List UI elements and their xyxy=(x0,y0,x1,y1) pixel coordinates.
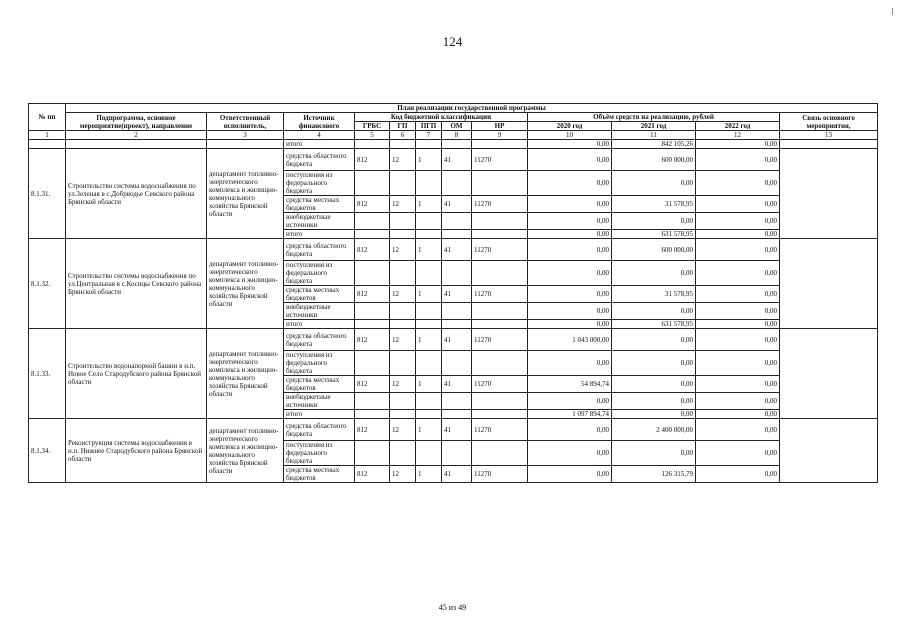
colnum: 9 xyxy=(472,131,528,140)
link-cell xyxy=(780,149,878,239)
value-2022: 0,00 xyxy=(696,329,780,351)
code-pgp xyxy=(416,351,442,376)
value-2020: 0,00 xyxy=(528,230,612,239)
code-grbs xyxy=(355,261,390,286)
value-2021: 0,00 xyxy=(612,171,696,196)
code-gp xyxy=(390,171,416,196)
header-np: НР xyxy=(472,122,528,131)
code-pgp: 1 xyxy=(416,196,442,213)
header-kbk: Код бюджетной классификации xyxy=(355,113,528,122)
total-label: итого xyxy=(284,140,355,149)
funding-source: средства областного бюджета xyxy=(284,239,355,261)
code-grbs: 812 xyxy=(355,419,390,441)
code-np: 11270 xyxy=(472,329,528,351)
code-pgp: 1 xyxy=(416,376,442,393)
row-number: 8.1.31. xyxy=(29,149,66,239)
code-grbs xyxy=(355,393,390,410)
header-om: ОМ xyxy=(442,122,472,131)
code-grbs: 812 xyxy=(355,196,390,213)
value-2020: 0,00 xyxy=(528,441,612,466)
colnum: 2 xyxy=(66,131,207,140)
code-pgp: 1 xyxy=(416,239,442,261)
empty-code xyxy=(472,230,528,239)
value-2020: 0,00 xyxy=(528,320,612,329)
header-num: № пп xyxy=(29,104,66,131)
value-2022: 0,00 xyxy=(696,149,780,171)
code-grbs: 812 xyxy=(355,376,390,393)
value-2022: 0,00 xyxy=(696,140,780,149)
header-grbs: ГРБС xyxy=(355,122,390,131)
total-label: итого xyxy=(284,410,355,419)
code-om: 41 xyxy=(442,329,472,351)
value-2022: 0,00 xyxy=(696,303,780,320)
funding-source: средства областного бюджета xyxy=(284,419,355,441)
row-number: 8.1.34. xyxy=(29,419,66,483)
value-2021: 0,00 xyxy=(612,410,696,419)
top-total-row xyxy=(29,140,878,149)
funding-source: внебюджетные источники xyxy=(284,393,355,410)
empty-code xyxy=(416,230,442,239)
code-pgp: 1 xyxy=(416,466,442,483)
code-gp: 12 xyxy=(390,286,416,303)
header-link: Связь основного мероприятия, xyxy=(780,113,878,131)
code-gp: 12 xyxy=(390,376,416,393)
empty-code xyxy=(416,410,442,419)
funding-source: средства местных бюджетов xyxy=(284,286,355,303)
code-gp xyxy=(390,393,416,410)
header-2021: 2021 год xyxy=(612,122,696,131)
table-row xyxy=(29,149,878,171)
responsible-executor: департамент топливно-энергетического комплекса и жилищно-коммунального хозяйства Брянской области xyxy=(207,239,284,329)
funding-source: поступления из федерального бюджета xyxy=(284,171,355,196)
empty-code xyxy=(355,230,390,239)
responsible-executor: департамент топливно-энергетического комплекса и жилищно-коммунального хозяйства Брянской области xyxy=(207,329,284,419)
code-np: 11270 xyxy=(472,419,528,441)
colnum: 3 xyxy=(207,131,284,140)
value-2021: 31 578,95 xyxy=(612,286,696,303)
value-2020: 0,00 xyxy=(528,196,612,213)
empty-code xyxy=(390,230,416,239)
table-row xyxy=(29,329,878,351)
code-grbs: 812 xyxy=(355,286,390,303)
empty-code xyxy=(472,320,528,329)
measure-name: Строительство системы водоснабжения по ул.Центральная в с.Косицы Севского района Брянской области xyxy=(66,239,207,329)
empty-code xyxy=(416,320,442,329)
code-np xyxy=(472,171,528,196)
code-grbs xyxy=(355,303,390,320)
code-pgp xyxy=(416,441,442,466)
value-2021: 600 000,00 xyxy=(612,239,696,261)
code-pgp: 1 xyxy=(416,329,442,351)
code-np xyxy=(472,261,528,286)
colnum: 5 xyxy=(355,131,390,140)
code-pgp: 1 xyxy=(416,286,442,303)
value-2022: 0,00 xyxy=(696,419,780,441)
value-2022: 0,00 xyxy=(696,393,780,410)
table-row xyxy=(29,419,878,441)
code-gp: 12 xyxy=(390,329,416,351)
code-om: 41 xyxy=(442,149,472,171)
code-gp: 12 xyxy=(390,149,416,171)
funding-source: средства местных бюджетов xyxy=(284,196,355,213)
header-subprogram: Подпрограмма, основное мероприятие(проект), направление xyxy=(66,113,207,131)
value-2022: 0,00 xyxy=(696,410,780,419)
code-np: 11270 xyxy=(472,376,528,393)
value-2021: 0,00 xyxy=(612,441,696,466)
code-om xyxy=(442,441,472,466)
value-2021: 2 400 000,00 xyxy=(612,419,696,441)
responsible-executor: департамент топливно-энергетического комплекса и жилищно-коммунального хозяйства Брянской области xyxy=(207,149,284,239)
code-om xyxy=(442,351,472,376)
code-pgp xyxy=(416,303,442,320)
header-2020: 2020 год xyxy=(528,122,612,131)
header-responsible: Ответственный исполнитель, xyxy=(207,113,284,131)
value-2020: 0,00 xyxy=(528,213,612,230)
code-grbs xyxy=(355,213,390,230)
code-gp: 12 xyxy=(390,239,416,261)
value-2022: 0,00 xyxy=(696,286,780,303)
scan-edge-mark xyxy=(892,8,893,15)
code-np: 11270 xyxy=(472,239,528,261)
value-2021: 0,00 xyxy=(612,393,696,410)
funding-source: поступления из федерального бюджета xyxy=(284,441,355,466)
value-2022: 0,00 xyxy=(696,376,780,393)
funding-source: внебюджетные источники xyxy=(284,303,355,320)
code-om: 41 xyxy=(442,286,472,303)
value-2020: 0,00 xyxy=(528,303,612,320)
column-number-row xyxy=(29,131,878,140)
header-gp: ГП xyxy=(390,122,416,131)
plan-table xyxy=(28,103,878,483)
value-2020: 54 894,74 xyxy=(528,376,612,393)
empty-code xyxy=(355,320,390,329)
code-pgp xyxy=(416,171,442,196)
code-pgp: 1 xyxy=(416,149,442,171)
code-om xyxy=(442,213,472,230)
code-om xyxy=(442,393,472,410)
code-grbs xyxy=(355,351,390,376)
funding-source: средства областного бюджета xyxy=(284,329,355,351)
measure-name: Реконструкция системы водоснабжения в н.п. Нижнее Стародубского района Брянской области xyxy=(66,419,207,483)
value-2020: 0,00 xyxy=(528,351,612,376)
empty-code xyxy=(390,320,416,329)
code-np: 11270 xyxy=(472,466,528,483)
value-2022: 0,00 xyxy=(696,466,780,483)
code-om: 41 xyxy=(442,419,472,441)
value-2020: 0,00 xyxy=(528,286,612,303)
header-plan-title: План реализации государственной программы xyxy=(66,104,878,113)
value-2022: 0,00 xyxy=(696,261,780,286)
empty-code xyxy=(442,230,472,239)
table-row xyxy=(29,239,878,261)
code-pgp xyxy=(416,393,442,410)
empty-code xyxy=(442,410,472,419)
code-np xyxy=(472,213,528,230)
code-om xyxy=(442,261,472,286)
colnum: 11 xyxy=(612,131,696,140)
value-2020: 1 097 894,74 xyxy=(528,410,612,419)
value-2021: 600 000,00 xyxy=(612,149,696,171)
code-om: 41 xyxy=(442,376,472,393)
page-footer: 45 из 49 xyxy=(438,603,467,612)
code-om: 41 xyxy=(442,466,472,483)
header-source: Источник финансового xyxy=(284,113,355,131)
value-2020: 0,00 xyxy=(528,171,612,196)
code-np xyxy=(472,351,528,376)
code-grbs: 812 xyxy=(355,466,390,483)
colnum: 10 xyxy=(528,131,612,140)
value-2021: 0,00 xyxy=(612,376,696,393)
code-np: 11270 xyxy=(472,286,528,303)
code-np: 11270 xyxy=(472,149,528,171)
colnum: 13 xyxy=(780,131,878,140)
colnum: 12 xyxy=(696,131,780,140)
page-number: 124 xyxy=(442,34,463,49)
funding-source: поступления из федерального бюджета xyxy=(284,351,355,376)
value-2021: 0,00 xyxy=(612,213,696,230)
value-2020: 1 043 000,00 xyxy=(528,329,612,351)
row-number: 8.1.33. xyxy=(29,329,66,419)
row-number: 8.1.32. xyxy=(29,239,66,329)
code-np xyxy=(472,303,528,320)
code-pgp xyxy=(416,261,442,286)
link-cell xyxy=(780,419,878,483)
code-grbs xyxy=(355,171,390,196)
code-gp: 12 xyxy=(390,466,416,483)
colnum: 6 xyxy=(390,131,416,140)
funding-source: средства местных бюджетов xyxy=(284,376,355,393)
link-cell xyxy=(780,329,878,419)
empty-code xyxy=(442,320,472,329)
value-2022: 0,00 xyxy=(696,196,780,213)
funding-source: поступления из федерального бюджета xyxy=(284,261,355,286)
value-2022: 0,00 xyxy=(696,239,780,261)
value-2021: 0,00 xyxy=(612,351,696,376)
value-2020: 0,00 xyxy=(528,466,612,483)
value-2022: 0,00 xyxy=(696,320,780,329)
funding-source: внебюджетные источники xyxy=(284,213,355,230)
measure-name: Строительство водонапорной башни в н.п. Новое Село Стародубского района Брянской области xyxy=(66,329,207,419)
code-grbs: 812 xyxy=(355,329,390,351)
code-gp: 12 xyxy=(390,419,416,441)
empty-code xyxy=(355,410,390,419)
value-2021: 31 578,95 xyxy=(612,196,696,213)
code-np xyxy=(472,393,528,410)
value-2022: 0,00 xyxy=(696,171,780,196)
code-gp xyxy=(390,261,416,286)
value-2021: 126 315,79 xyxy=(612,466,696,483)
code-pgp: 1 xyxy=(416,419,442,441)
empty-code xyxy=(390,410,416,419)
value-2020: 0,00 xyxy=(528,239,612,261)
value-2021: 631 578,95 xyxy=(612,320,696,329)
code-gp xyxy=(390,441,416,466)
code-om xyxy=(442,171,472,196)
responsible-executor: департамент топливно-энергетического комплекса и жилищно-коммунального хозяйства Брянской области xyxy=(207,419,284,483)
total-label: итого xyxy=(284,320,355,329)
code-om: 41 xyxy=(442,196,472,213)
value-2022: 0,00 xyxy=(696,213,780,230)
code-gp: 12 xyxy=(390,196,416,213)
total-label: итого xyxy=(284,230,355,239)
value-2020: 0,00 xyxy=(528,393,612,410)
value-2020: 0,00 xyxy=(528,419,612,441)
value-2021: 0,00 xyxy=(612,261,696,286)
code-grbs xyxy=(355,441,390,466)
colnum: 1 xyxy=(29,131,66,140)
empty-code xyxy=(472,410,528,419)
code-pgp xyxy=(416,213,442,230)
value-2022: 0,00 xyxy=(696,230,780,239)
code-om: 41 xyxy=(442,239,472,261)
header-pgp: ПГП xyxy=(416,122,442,131)
funding-source: средства областного бюджета xyxy=(284,149,355,171)
code-grbs: 812 xyxy=(355,239,390,261)
colnum: 4 xyxy=(284,131,355,140)
value-2020: 0,00 xyxy=(528,140,612,149)
link-cell xyxy=(780,239,878,329)
code-np: 11270 xyxy=(472,196,528,213)
colnum: 8 xyxy=(442,131,472,140)
code-np xyxy=(472,441,528,466)
funding-source: средства местных бюджетов xyxy=(284,466,355,483)
value-2021: 0,00 xyxy=(612,329,696,351)
header-2022: 2022 год xyxy=(696,122,780,131)
code-gp xyxy=(390,303,416,320)
value-2022: 0,00 xyxy=(696,441,780,466)
measure-name: Строительство системы водоснабжения по ул.Зеленая в с.Добрводье Севского района Брянской области xyxy=(66,149,207,239)
value-2021: 842 105,26 xyxy=(612,140,696,149)
code-om xyxy=(442,303,472,320)
code-grbs: 812 xyxy=(355,149,390,171)
header-volume: Объём средств на реализацию, рублей xyxy=(528,113,780,122)
value-2021: 0,00 xyxy=(612,303,696,320)
value-2021: 631 578,95 xyxy=(612,230,696,239)
colnum: 7 xyxy=(416,131,442,140)
value-2020: 0,00 xyxy=(528,261,612,286)
value-2020: 0,00 xyxy=(528,149,612,171)
code-gp xyxy=(390,351,416,376)
code-gp xyxy=(390,213,416,230)
value-2022: 0,00 xyxy=(696,351,780,376)
